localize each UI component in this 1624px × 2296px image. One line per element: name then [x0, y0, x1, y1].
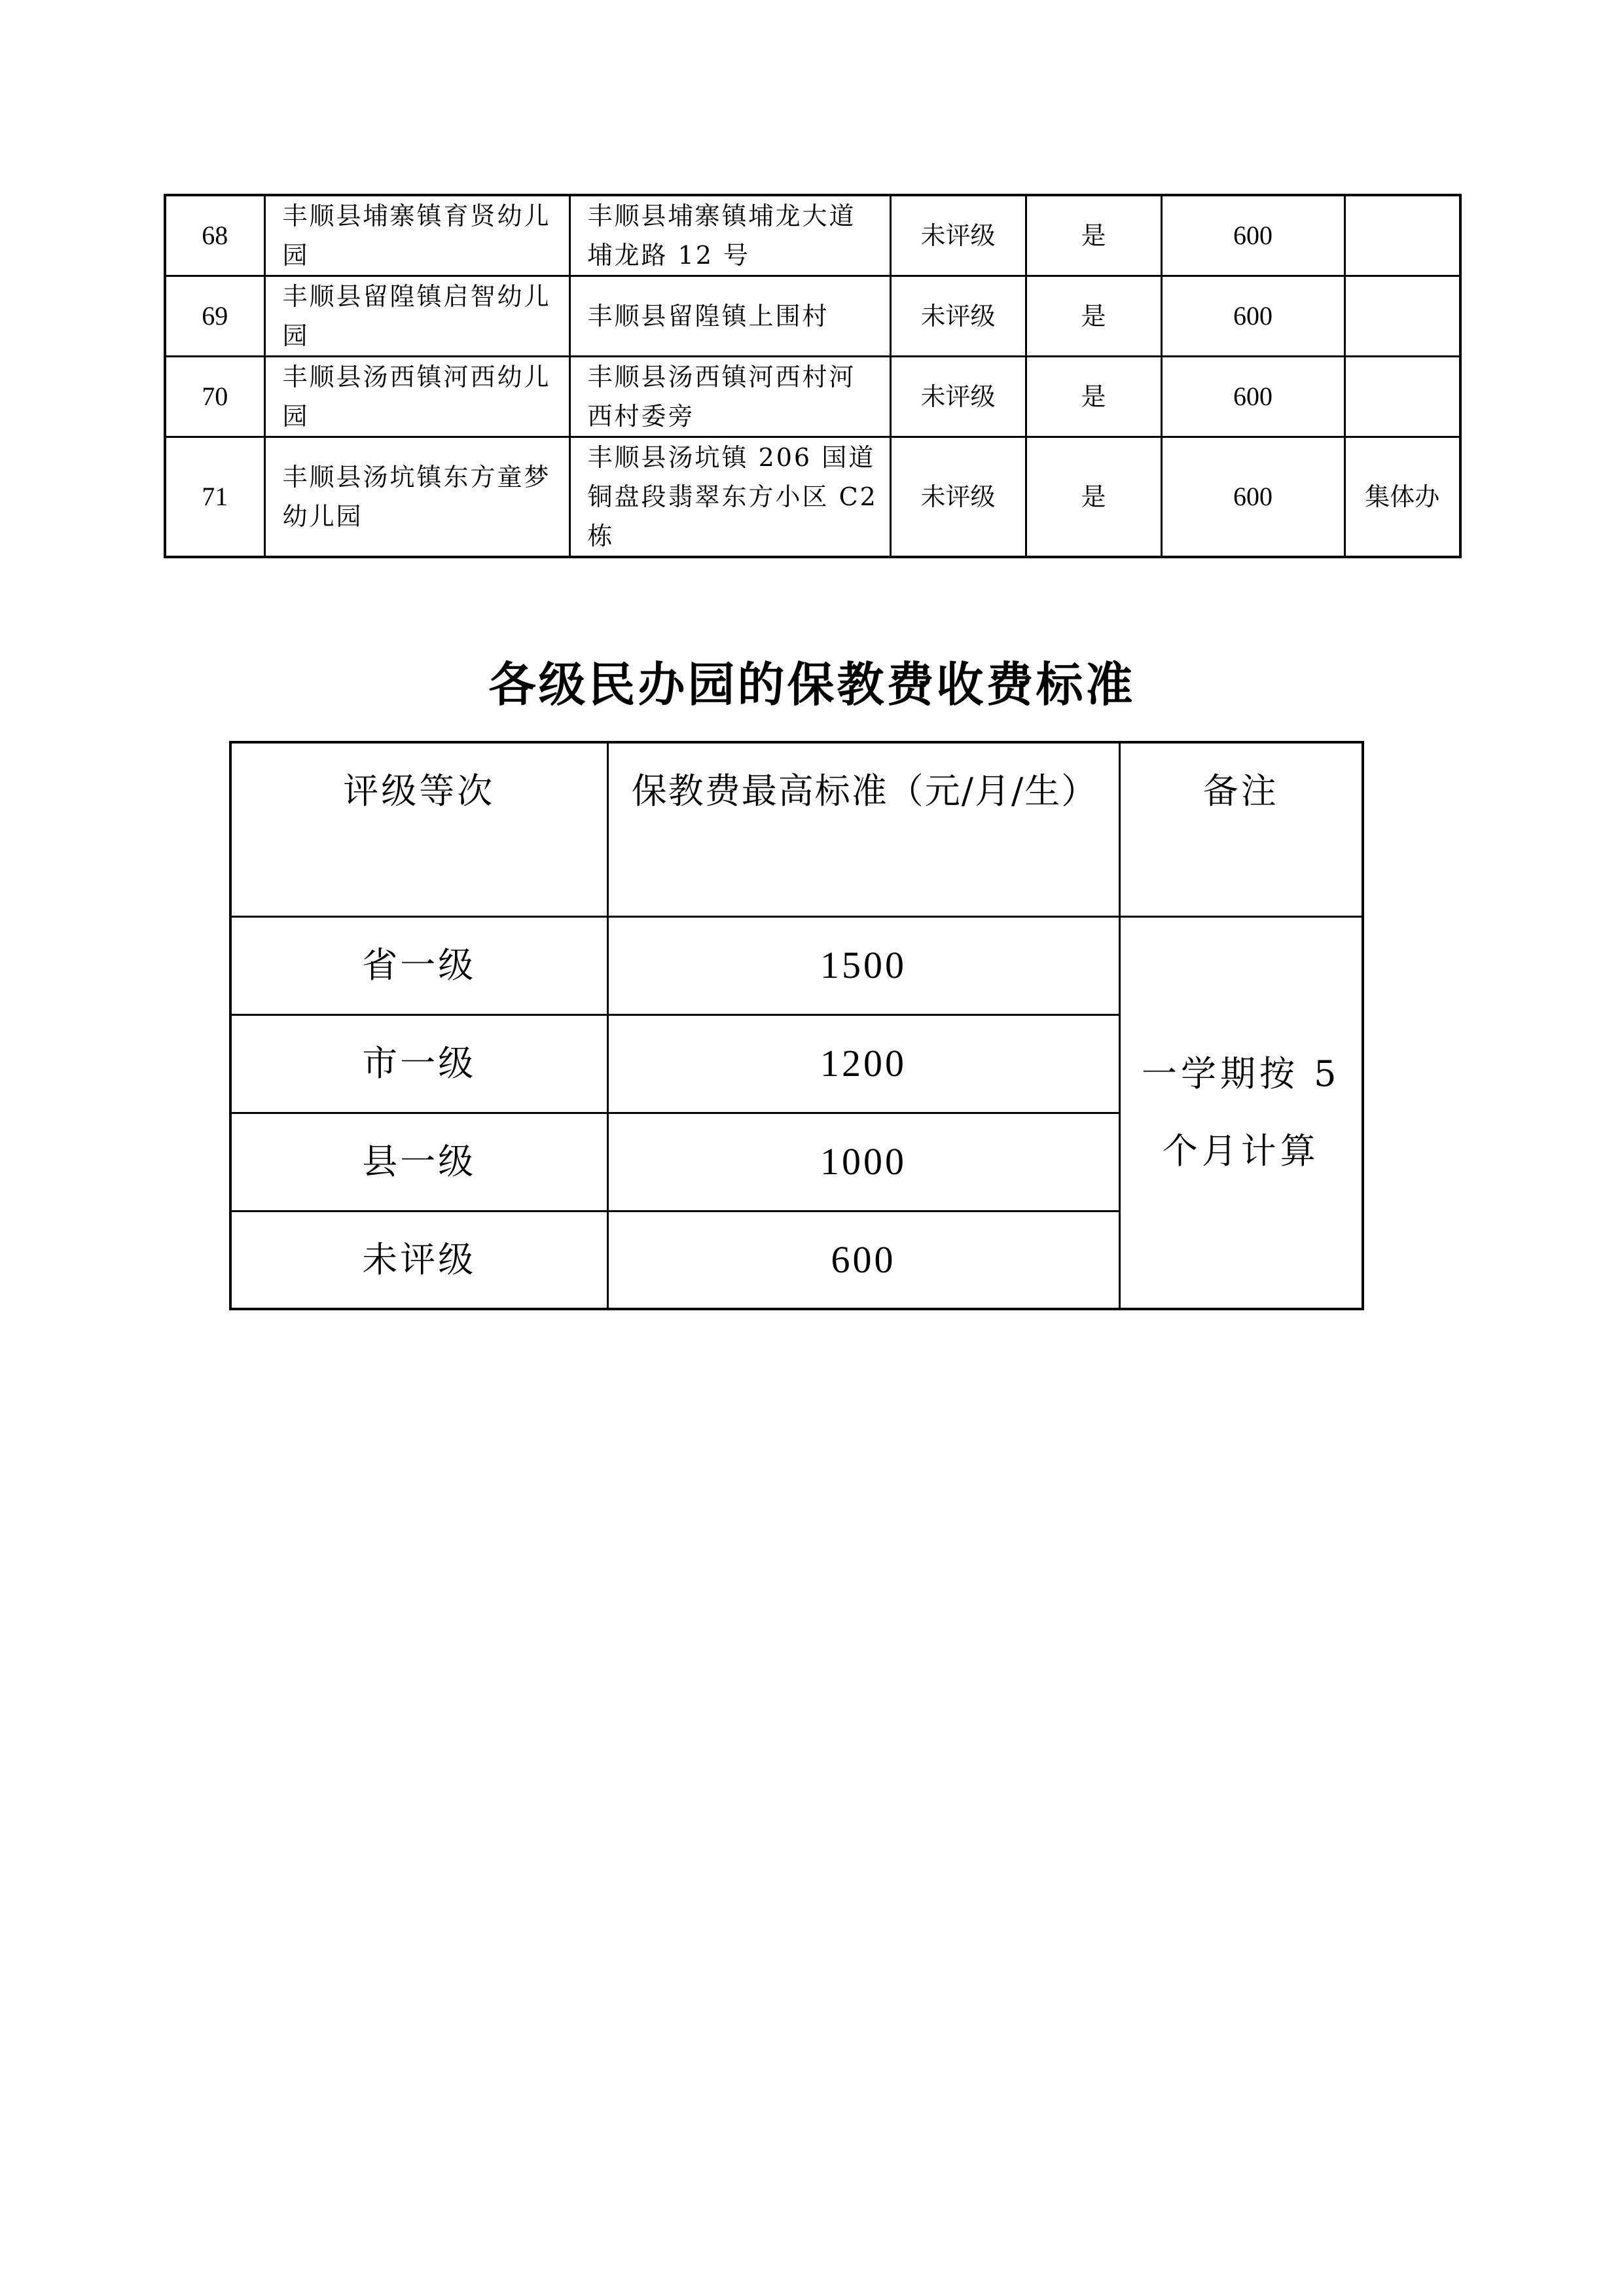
table-row — [165, 437, 1460, 558]
kindergarten-name: 丰顺县汤坑镇东方童梦幼儿园 — [264, 437, 569, 558]
kindergarten-address: 丰顺县汤西镇河西村河西村委旁 — [569, 357, 890, 437]
remark — [1344, 195, 1460, 276]
rating: 未评级 — [890, 195, 1026, 276]
kindergarten-address: 丰顺县埔寨镇埔龙大道埔龙路 12 号 — [569, 195, 890, 276]
kindergarten-address: 丰顺县留隍镇上围村 — [569, 276, 890, 357]
rating: 未评级 — [890, 437, 1026, 558]
max-fee-cell: 1500 — [607, 916, 1119, 1014]
remark: 集体办 — [1344, 437, 1460, 558]
max-fee-cell: 600 — [607, 1211, 1119, 1309]
kindergarten-name: 丰顺县埔寨镇育贤幼儿园 — [264, 195, 569, 276]
row-number: 71 — [165, 437, 264, 558]
fee: 600 — [1161, 195, 1344, 276]
table-row — [165, 357, 1460, 437]
rating: 未评级 — [890, 276, 1026, 357]
remark — [1344, 357, 1460, 437]
table-row — [230, 916, 1363, 1014]
row-number: 68 — [165, 195, 264, 276]
level-cell: 省一级 — [230, 916, 607, 1014]
kindergarten-name: 丰顺县留隍镇启智幼儿园 — [264, 276, 569, 357]
flag: 是 — [1026, 357, 1161, 437]
table-row — [165, 276, 1460, 357]
fee: 600 — [1161, 357, 1344, 437]
max-fee-cell: 1200 — [607, 1014, 1119, 1113]
flag: 是 — [1026, 276, 1161, 357]
remark — [1344, 276, 1460, 357]
header-note: 备注 — [1119, 742, 1363, 916]
max-fee-cell: 1000 — [607, 1113, 1119, 1211]
section-title: 各级民办园的保教费收费标准 — [488, 657, 1136, 712]
table-row — [165, 195, 1460, 276]
level-cell: 未评级 — [230, 1211, 607, 1309]
flag: 是 — [1026, 437, 1161, 558]
header-level: 评级等次 — [230, 742, 607, 916]
row-number: 70 — [165, 357, 264, 437]
fee-standard-table — [229, 741, 1364, 1310]
rating: 未评级 — [890, 357, 1026, 437]
row-number: 69 — [165, 276, 264, 357]
header-max-fee: 保教费最高标准（元/月/生） — [607, 742, 1119, 916]
fee: 600 — [1161, 276, 1344, 357]
table-header-row — [230, 742, 1363, 916]
level-cell: 县一级 — [230, 1113, 607, 1211]
level-cell: 市一级 — [230, 1014, 607, 1113]
fee: 600 — [1161, 437, 1344, 558]
note-cell: 一学期按 5 个月计算 — [1119, 916, 1363, 1309]
kindergarten-address: 丰顺县汤坑镇 206 国道铜盘段翡翠东方小区 C2 栋 — [569, 437, 890, 558]
kindergarten-table — [164, 194, 1462, 558]
kindergarten-name: 丰顺县汤西镇河西幼儿园 — [264, 357, 569, 437]
flag: 是 — [1026, 195, 1161, 276]
